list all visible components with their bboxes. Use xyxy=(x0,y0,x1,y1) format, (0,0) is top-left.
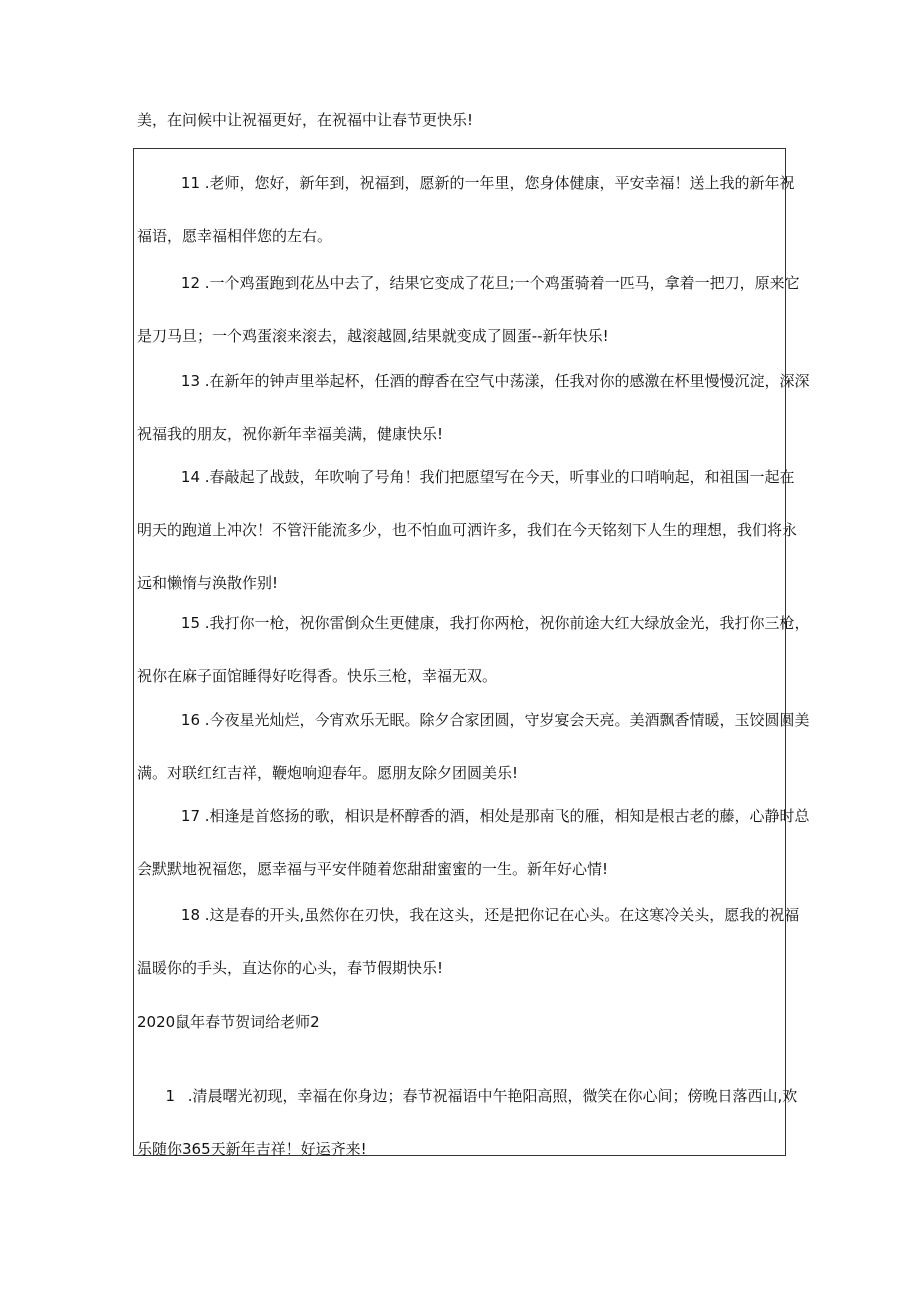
entry-text: .一个鸡蛋跑到花丛中去了，结果它变成了花旦;一个鸡蛋骑着一匹马，拿着一把刀，原来它 xyxy=(200,274,800,292)
entry-line xyxy=(137,1085,798,1107)
greeting-entry-14 xyxy=(137,466,798,594)
entry-number: 1 xyxy=(165,1087,175,1105)
greeting-entry-18 xyxy=(137,904,800,979)
entry-number: 12 xyxy=(180,274,200,292)
entry-line: 福语，愿幸福相伴您的左右。 xyxy=(137,227,333,245)
entry-line xyxy=(137,370,810,392)
entry-line xyxy=(137,805,810,827)
entry-number: 17 xyxy=(180,807,200,825)
intro-line: 美，在问候中让祝福更好，在祝福中让春节更快乐! xyxy=(137,111,474,129)
entry-number: 14 xyxy=(180,468,200,486)
entry-number: 18 xyxy=(180,906,200,924)
entry-number: 15 xyxy=(180,614,200,632)
section-heading: 2020鼠年春节贺词给老师2 xyxy=(137,1013,320,1031)
greeting-entry-15 xyxy=(137,612,810,687)
entry-line: 会默默地祝福您，愿幸福与平安伴随着您甜甜蜜蜜的一生。新年好心情! xyxy=(137,860,609,878)
entry-line: 祝福我的朋友，祝你新年幸福美满，健康快乐! xyxy=(137,425,444,443)
entry-text: .我打你一枪，祝你雷倒众生更健康，我打你两枪，祝你前途大红大绿放金光，我打你三枪， xyxy=(200,614,810,632)
entry-text: .这是春的开头,虽然你在刃快，我在这头，还是把你记在心头。在这寒冷关头，愿我的祝福 xyxy=(200,906,800,924)
entry-line xyxy=(137,612,810,634)
entry-number: 11 xyxy=(180,174,200,192)
entry-line: 是刀马旦；一个鸡蛋滚来滚去，越滚越圆,结果就变成了圆蛋--新年快乐! xyxy=(137,327,609,345)
entry-line xyxy=(137,904,800,926)
greeting-entry-section-1 xyxy=(137,1085,798,1160)
entry-text: .清晨曙光初现，幸福在你身边；春节祝福语中午艳阳高照，微笑在你心间；傍晚日落西山,欢 xyxy=(183,1087,798,1105)
entry-line: 明天的跑道上冲次！不管汗能流多少，也不怕血可洒许多，我们在今天铭刻下人生的理想，我们将永 xyxy=(137,521,798,539)
entry-line: 远和懒惰与涣散作别! xyxy=(137,574,279,592)
entry-line xyxy=(137,709,810,731)
greeting-entry-13 xyxy=(137,370,810,445)
entry-number: 16 xyxy=(180,711,200,729)
entry-text: .相逢是首悠扬的歌，相识是杯醇香的酒，相处是那南飞的雁，相知是根古老的藤，心静时总 xyxy=(200,807,810,825)
entry-line: 乐随你365天新年吉祥！好运齐来! xyxy=(137,1140,367,1158)
greeting-entry-17 xyxy=(137,805,810,880)
entry-line xyxy=(137,172,795,194)
entry-line: 温暖你的手头，直达你的心头，春节假期快乐! xyxy=(137,959,444,977)
entry-number: 13 xyxy=(180,372,200,390)
greeting-entry-12 xyxy=(137,272,800,347)
greeting-entry-11 xyxy=(137,172,795,247)
entry-text: .今夜星光灿烂，今宵欢乐无眠。除夕合家团圆，守岁宴会天亮。美酒飘香情暖，玉饺圆圆美 xyxy=(200,711,810,729)
entry-text: .在新年的钟声里举起杯，任酒的醇香在空气中荡漾，任我对你的感激在杯里慢慢沉淀，深深 xyxy=(200,372,810,390)
entry-line xyxy=(137,272,800,294)
entry-line xyxy=(137,466,795,488)
entry-text: .老师，您好，新年到，祝福到，愿新的一年里，您身体健康，平安幸福！送上我的新年祝 xyxy=(200,174,795,192)
entry-line: 祝你在麻子面馆睡得好吃得香。快乐三枪，幸福无双。 xyxy=(137,667,498,685)
greeting-entry-16 xyxy=(137,709,810,784)
entry-text: .春敲起了战鼓，年吹响了号角！我们把愿望写在今天，听事业的口哨响起，和祖国一起在 xyxy=(200,468,795,486)
entry-line: 满。对联红红吉祥，鞭炮响迎春年。愿朋友除夕团圆美乐! xyxy=(137,764,519,782)
